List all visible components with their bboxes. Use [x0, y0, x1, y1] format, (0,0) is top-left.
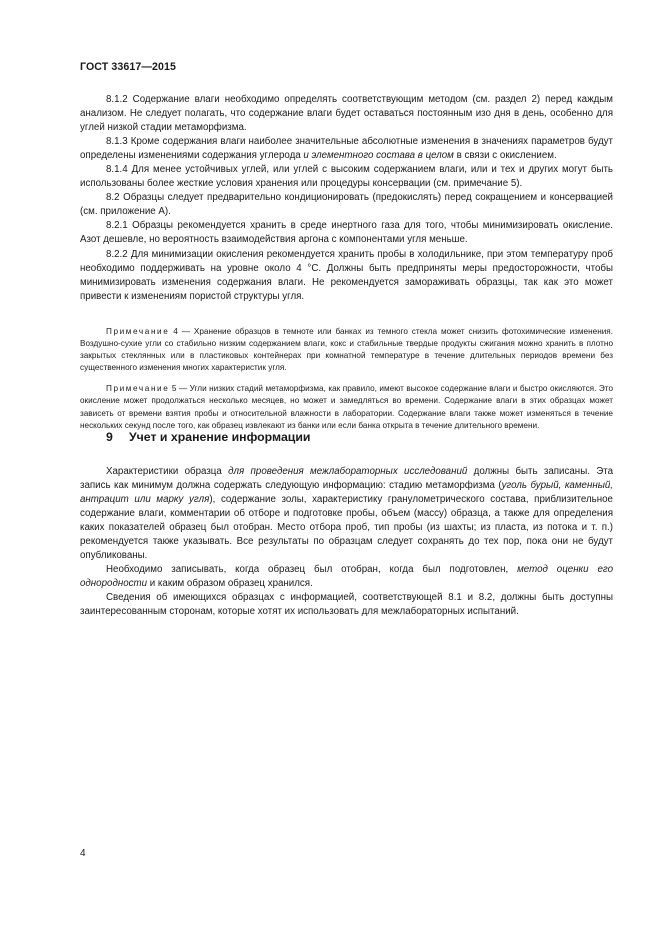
- section-8-paragraphs: [80, 93, 613, 304]
- paragraph-8-1-4: 8.1.4 Для менее устойчивых углей, или углей с высоким содержанием влаги, или и тех и других могут быть использованы более жесткие условия хранения или процедуры консервации (см. примечание 5).: [80, 164, 613, 190]
- note-5: [80, 383, 613, 431]
- paragraph-8-2: 8.2 Образцы следует предварительно кондиционировать (предокислять) перед сокращением и консервацией (см. приложение А).: [80, 192, 613, 218]
- section-9-paragraph-1: [80, 465, 613, 563]
- document-header: ГОСТ 33617—2015: [80, 61, 177, 73]
- section-9-paragraph-2: [80, 563, 613, 591]
- s9p2-text-2: и каким образом образец хранился.: [147, 578, 313, 590]
- paragraph-8-2-2: 8.2.2 Для минимизации окисления рекомендуется хранить пробы в холодильнике, при этом температуру проб необходимо поддерживать на уровне около 4 °С. Должны быть предприняты меры предосторожности, чтобы минимизировать изменения содержания влаги. Не рекомендуется замораживать образцы, так как это может привести к изменениям пористой структуры угля.: [80, 248, 613, 302]
- s9p1-text-2: должны быть записаны. Эта запись как минимум должна содержать следующую информацию: стадию метаморфизма (: [80, 466, 614, 492]
- note-4: [80, 326, 613, 374]
- note-4-label: Примечание: [106, 327, 170, 336]
- page-number: 4: [80, 848, 86, 859]
- note-5-text: 5 — Угли низких стадий метаморфизма, как правило, имеют высокое содержание влаги и быстро окисляются. Это окисление может продолжаться несколько месяцев, но может и замедляться во времени. Содержание влаги в этих образцах может зависеть от времени взятия пробы и относительной влажности в лаборатории. Содержание влаги также может изменяться в течение нескольких секунд после того, как образец извлекают из банки или если банка открыта в течение длительного времени.: [80, 384, 613, 430]
- section-9-paragraph-3: Сведения об имеющихся образцах с информацией, соответствующей 8.1 и 8.2, должны быть доступны заинтересованным сторонам, которые хотят их использовать для межлабораторных испытаний.: [80, 592, 613, 618]
- section-9-paragraphs: [80, 465, 613, 620]
- s9p1-emphasis-1: для проведения межлабораторных исследований: [228, 466, 468, 477]
- s9p1-text-3: ), содержание золы, характеристику гранулометрического состава, приблизительное содержание влаги, комментарии об отборе и подготовке пробы, объем (массу) образца, а также для определения каких показателей образец был отобран. Место отбора проб, тип пробы (из шахты; из пласта, из потока и т. п.) рекомендуется также указывать. Все результаты по образцам следует сохранять до тех пор, пока они не будут опубликованы.: [80, 494, 613, 562]
- section-number: 9: [106, 430, 113, 444]
- s9p2-text-1: Необходимо записывать, когда образец был отобран, когда был подготовлен,: [106, 564, 518, 576]
- s9p1-emphasis-2: уголь бурый, каменный, антрацит или марку угля: [80, 480, 613, 506]
- s9p2-emphasis-1: метод оценки его однородности: [80, 564, 613, 590]
- paragraph-8-1-3-text-b: в связи с окислением.: [453, 150, 557, 162]
- note-5-label: Примечание: [106, 384, 170, 394]
- notes-block: [80, 326, 613, 432]
- paragraph-8-1-3-text-a: 8.1.3 Кроме содержания влаги наиболее значительные абсолютные изменения в значениях параметров будут определены изменениями содержания углерода: [80, 136, 613, 162]
- section-heading: [106, 430, 310, 444]
- paragraph-8-1-2: 8.1.2 Содержание влаги необходимо определять соответствующим методом (см. раздел 2) перед каждым анализом. Не следует полагать, что содержание влаги будет оставаться постоянным изо дня в день, особенно для углей низкой стадии метаморфизма.: [80, 94, 613, 134]
- paragraph-8-1-3: [80, 135, 613, 163]
- section-title: Учет и хранение информации: [129, 430, 311, 444]
- paragraph-8-1-3-emphasis: и элементного состава в целом: [303, 150, 454, 162]
- note-4-text: 4 — Хранение образцов в темноте или банках из темного стекла может снизить фотохимические изменения. Воздушно-сухие угли со стабильно низким содержанием влаги, кокс и стабильные твердые продукты сжигания можно хранить в плотно закрытых стеклянных или в пластиковых контейнерах при комнатной температуре в течение длительных периодов времени без существенного изменения многих характеристик угля.: [80, 327, 613, 373]
- s9p1-text-1: Характеристики образца: [106, 466, 229, 477]
- paragraph-8-2-1: 8.2.1 Образцы рекомендуется хранить в среде инертного газа для того, чтобы минимизировать окисление. Азот дешевле, но вероятность взаимодействия аргона с компонентами угля меньше.: [80, 220, 613, 246]
